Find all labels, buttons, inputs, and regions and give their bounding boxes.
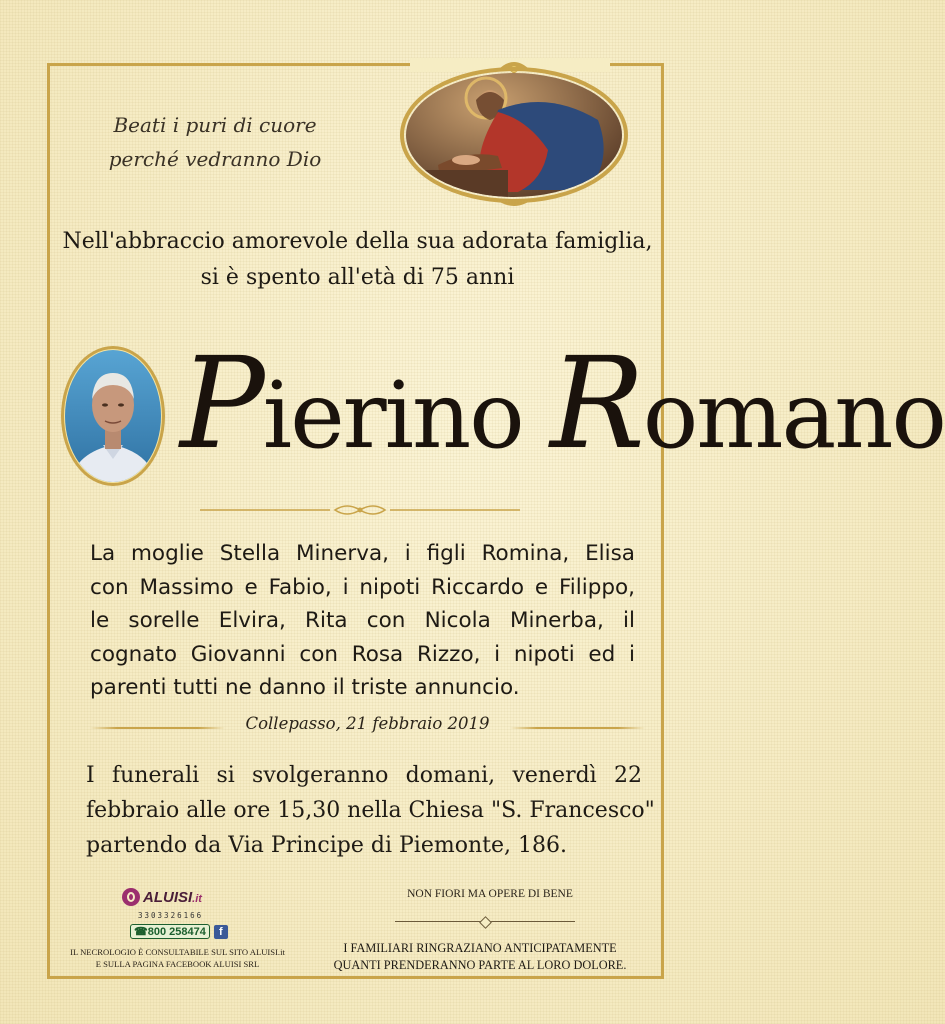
ornament-divider (200, 500, 520, 520)
announcement-line: cognato Giovanni con Rosa Rizzo, i nipoti ed i (90, 641, 635, 667)
announcement-line: parenti tutti ne danno il triste annuncio. (90, 675, 520, 700)
logo-name: ALUISI (143, 888, 193, 906)
beatitude-quote (95, 108, 335, 176)
thanks-notice (300, 940, 660, 974)
announcement-text (90, 537, 635, 705)
funeral-text (86, 758, 655, 863)
logo-icon (122, 888, 140, 906)
facebook-icon: f (214, 925, 228, 939)
logo-suffix: .it (192, 892, 202, 905)
thanks-line-1: I FAMILIARI RINGRAZIANO ANTICIPATAMENTE (343, 941, 617, 955)
announcement-line: con Massimo e Fabio, i nipoti Riccardo e Filippo, (90, 574, 635, 600)
intro-line-1: Nell'abbraccio amorevole della sua adorata famiglia, (62, 229, 653, 254)
quote-line-1: Beati i puri di cuore (113, 113, 317, 137)
agency-phone: 3303326166 (138, 911, 204, 920)
quote-line-2: perché vedranno Dio (108, 147, 322, 171)
religious-image (398, 60, 630, 206)
agency-logo (122, 888, 202, 906)
toll-free-block (130, 924, 228, 939)
first-name-initial: P (180, 330, 263, 477)
last-name-initial: R (549, 330, 643, 477)
agency-footer (50, 946, 305, 970)
first-name-rest: ierino (262, 362, 523, 469)
notice-divider (395, 921, 575, 922)
intro-text (50, 224, 665, 296)
portrait-photo (58, 343, 168, 489)
funeral-line: partendo da Via Principe di Piemonte, 186. (86, 833, 567, 858)
funeral-line: febbraio alle ore 15,30 nella Chiesa "S. Francesco" (86, 798, 655, 823)
intro-line-2: si è spento all'età di 75 anni (200, 265, 515, 290)
funeral-line: I funerali si svolgeranno domani, venerdì 22 (86, 763, 642, 788)
announcement-line: le sorelle Elvira, Rita con Nicola Minerba, il (90, 608, 635, 633)
place-rule-right (510, 727, 645, 729)
deceased-name (180, 330, 945, 490)
agency-block (50, 886, 305, 976)
no-flowers-notice: NON FIORI MA OPERE DI BENE (407, 888, 573, 900)
agency-footer-line-1: IL NECROLOGIO È CONSULTABILE SUL SITO ALUISI.it (70, 947, 285, 957)
last-name-rest: omano (642, 362, 945, 469)
place-rule-left (90, 727, 225, 729)
announcement-line: La moglie Stella Minerva, i figli Romina, Elisa (90, 541, 635, 566)
agency-footer-line-2: E SULLA PAGINA FACEBOOK ALUISI SRL (95, 959, 260, 969)
toll-free-number: ☎ 800 258474 (130, 924, 210, 939)
place-date: Collepasso, 21 febbraio 2019 (245, 714, 490, 733)
thanks-line-2: QUANTI PRENDERANNO PARTE AL LORO DOLORE. (333, 958, 627, 972)
